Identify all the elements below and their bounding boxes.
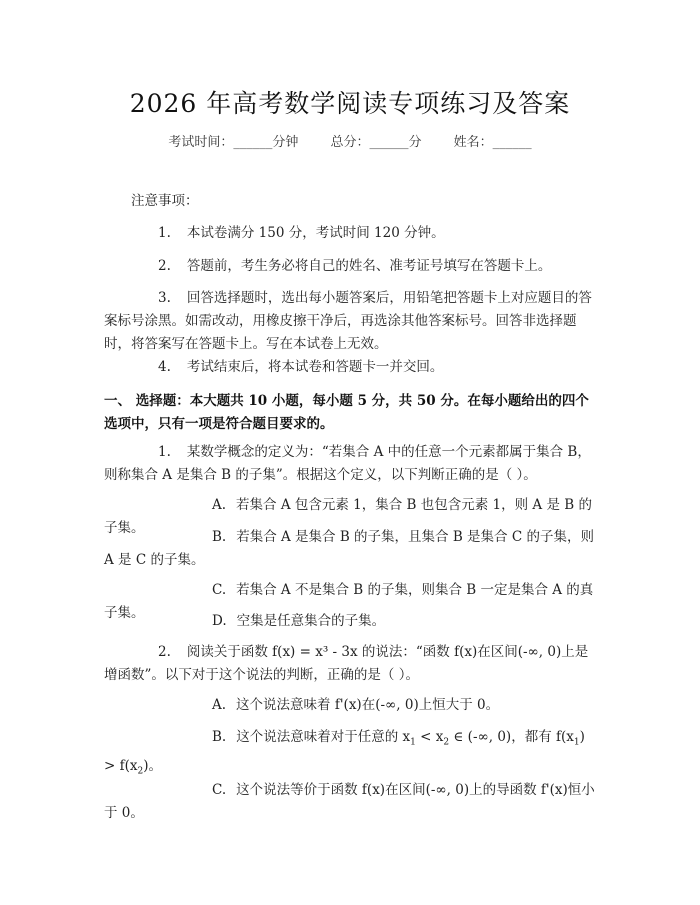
page-title: 2026 年高考数学阅读专项练习及答案 <box>129 89 571 118</box>
notice-item-number: 2. <box>158 258 171 274</box>
question-option <box>104 779 598 825</box>
total-score-field: 总分：______分 <box>330 135 422 150</box>
option-text: 这个说法意味着对于任意的 $x_1 < x_2$ ∈ (-∞, 0)，都有 $f(x_1) > f(x_2)$。 <box>104 729 585 777</box>
question-option <box>104 526 598 572</box>
question-text: 某数学概念的定义为：“若集合 A 中的任意一个元素都属于集合 B，则称集合 A 是集合 B 的子集”。根据这个定义，以下判断正确的是（ ）。 <box>104 444 591 483</box>
option-text: 这个说法等价于函数 f(x)在区间(-∞, 0)上的导函数 f'(x)恒小于 0。 <box>104 782 595 821</box>
option-label: B. <box>212 529 227 545</box>
option-label: C. <box>212 782 227 798</box>
option-label: B. <box>212 729 227 745</box>
question-number: 1. <box>158 444 171 460</box>
question-text: 阅读关于函数 f(x) = x³ - 3x 的说法：“函数 f(x)在区间(-∞, 0)上是增函数”。以下对于这个说法的判断，正确的是（ ）。 <box>104 644 589 683</box>
section-heading: 一、 选择题：本大题共 10 小题，每小题 5 分，共 50 分。在每小题给出的四个选项中，只有一项是符合题目要求的。 <box>104 393 589 432</box>
notice-item-number: 3. <box>158 290 171 306</box>
option-text: 若集合 A 是集合 B 的子集，且集合 B 是集合 C 的子集，则 A 是 C 的子集。 <box>104 529 594 568</box>
question-stem <box>104 441 598 487</box>
question-number: 2. <box>158 644 171 660</box>
option-label: D. <box>212 613 227 629</box>
option-text: 空集是任意集合的子集。 <box>236 613 386 629</box>
option-label: C. <box>212 582 227 598</box>
notice-item-number: 1. <box>158 225 171 241</box>
question-stem <box>104 641 598 687</box>
question-option <box>104 726 598 783</box>
option-text: 这个说法意味着 f'(x)在(-∞, 0)上恒大于 0。 <box>236 697 500 713</box>
notice-item <box>104 287 598 356</box>
student-name-field: 姓名：______ <box>453 135 532 150</box>
notice-item <box>104 356 598 379</box>
exam-info-line <box>0 131 700 150</box>
option-text: 若集合 A 不是集合 B 的子集，则集合 B 一定是集合 A 的真子集。 <box>104 582 594 621</box>
option-label: A. <box>212 497 227 513</box>
notice-item-text: 答题前，考生务必将自己的姓名、准考证号填写在答题卡上。 <box>186 258 552 274</box>
question-option <box>104 610 598 633</box>
notice-item <box>104 255 598 278</box>
notice-item <box>104 222 598 245</box>
notice-item-text: 本试卷满分 150 分，考试时间 120 分钟。 <box>186 225 445 241</box>
option-text: 若集合 A 包含元素 1，集合 B 也包含元素 1，则 A 是 B 的子集。 <box>104 497 592 536</box>
notice-heading: 注意事项： <box>131 193 199 209</box>
notice-item-text: 回答选择题时，选出每小题答案后，用铅笔把答题卡上对应题目的答案标号涂黑。如需改动，用橡皮擦干净后，再选涂其他答案标号。回答非选择题时，将答案写在答题卡上。写在本试卷上无效。 <box>104 290 592 352</box>
notice-item-number: 4. <box>158 359 171 375</box>
notice-item-text: 考试结束后，将本试卷和答题卡一并交回。 <box>186 359 444 375</box>
exam-time-field: 考试时间：______分钟 <box>168 135 299 150</box>
question-option <box>104 694 598 717</box>
option-label: A. <box>212 697 227 713</box>
